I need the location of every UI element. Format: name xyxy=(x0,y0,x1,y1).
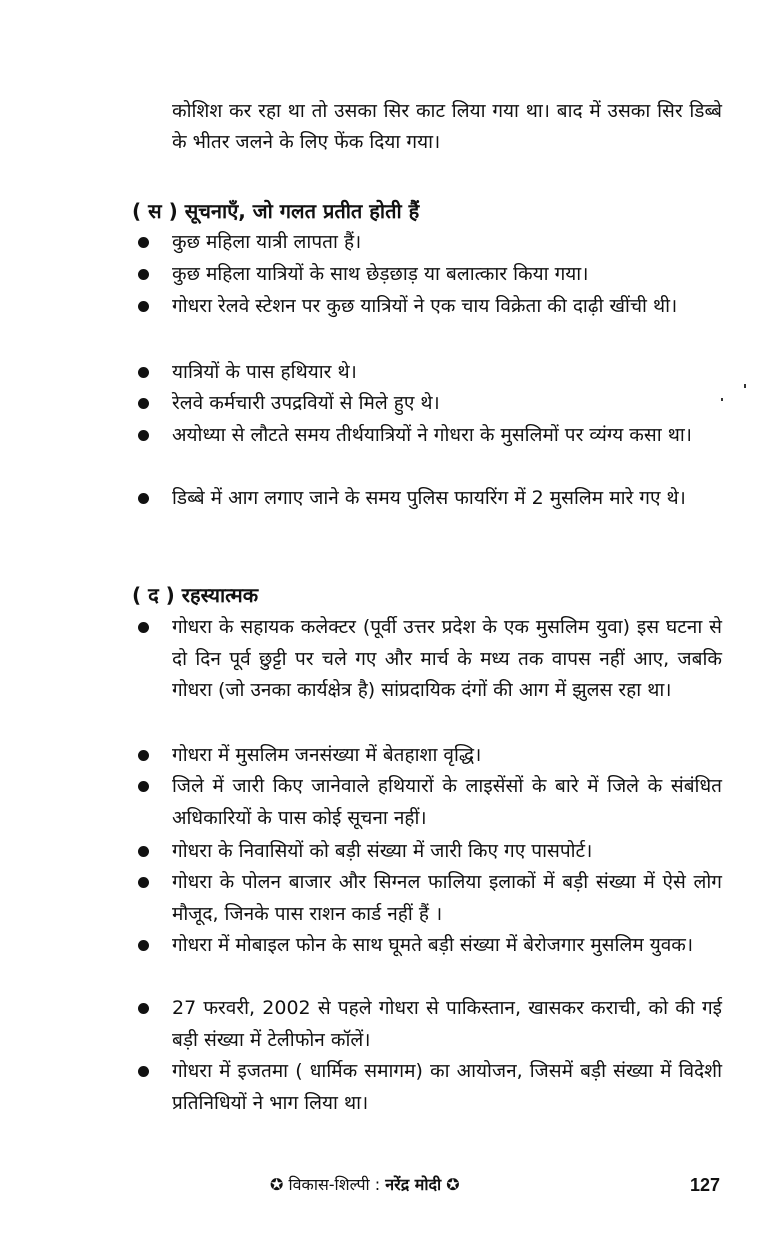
bullet-icon xyxy=(138,367,149,378)
list-item: गोधरा के निवासियों को बड़ी संख्या में जारी किए गए पासपोर्ट। xyxy=(132,836,722,868)
bullet-icon xyxy=(138,781,149,792)
page-footer xyxy=(270,1172,460,1198)
bullet-icon xyxy=(138,877,149,888)
list-item: रेलवे कर्मचारी उपद्रवियों से मिले हुए थे। xyxy=(132,388,722,420)
bullet-icon xyxy=(138,750,149,761)
list-item: गोधरा में इजतमा ( धार्मिक समागम) का आयोजन, जिसमें बड़ी संख्या में विदेशी प्रतिनिधियों ने भाग लिया था। xyxy=(132,1056,722,1119)
list-item: जिले में जारी किए जानेवाले हथियारों के लाइसेंसों के बारे में जिले के संबंधित अधिकारियों के पास कोई सूचना नहीं। xyxy=(132,771,722,834)
list-item: यात्रियों के पास हथियार थे। xyxy=(132,357,722,389)
scan-speck xyxy=(721,398,723,401)
book-title: विकास-शिल्पी : xyxy=(288,1175,381,1194)
bullet-icon xyxy=(138,1066,149,1077)
bullet-icon xyxy=(138,846,149,857)
scan-speck xyxy=(744,384,746,388)
bullet-icon xyxy=(138,1003,149,1014)
ornament-icon: ✪ xyxy=(270,1175,284,1194)
bullet-icon xyxy=(138,398,149,409)
bullet-icon xyxy=(138,622,149,633)
list-item: गोधरा में मुसलिम जनसंख्या में बेतहाशा वृद्धि। xyxy=(132,740,722,772)
list-item: कुछ महिला यात्रियों के साथ छेड़छाड़ या बलात्कार किया गया। xyxy=(132,259,722,291)
author-name: नरेंद्र मोदी xyxy=(385,1175,442,1194)
bullet-icon xyxy=(138,269,149,280)
list-item: अयोध्या से लौटते समय तीर्थयात्रियों ने गोधरा के मुसलिमों पर व्यंग्य कसा था। xyxy=(132,420,722,452)
page-number: 127 xyxy=(689,1175,720,1195)
list-item: गोधरा के पोलन बाजार और सिग्नल फालिया इलाकों में बड़ी संख्या में ऐसे लोग मौजूद, जिनके पास राशन कार्ड नहीं हैं । xyxy=(132,867,722,930)
bullet-icon xyxy=(138,237,149,248)
list-item: गोधरा के सहायक कलेक्टर (पूर्वी उत्तर प्रदेश के एक मुसलिम युवा) इस घटना से दो दिन पूर्व छुट्टी पर चले गए और मार्च के मध्य तक वापस नहीं आए, जबकि गोधरा (जो उनका कार्यक्षेत्र है) सांप्रदायिक दंगों की आग में झुलस रहा था। xyxy=(132,612,722,707)
list-item: कुछ महिला यात्री लापता हैं। xyxy=(132,227,722,259)
list-item: गोधरा में मोबाइल फोन के साथ घूमते बड़ी संख्या में बेरोजगार मुसलिम युवक। xyxy=(132,930,722,962)
bullet-icon xyxy=(138,493,149,504)
section-heading-da: ( द ) रहस्यात्मक xyxy=(132,583,259,607)
bullet-icon xyxy=(138,430,149,441)
list-item: गोधरा रेलवे स्टेशन पर कुछ यात्रियों ने एक चाय विक्रेता की दाढ़ी खींची थी। xyxy=(132,291,722,323)
intro-paragraph: कोशिश कर रहा था तो उसका सिर काट लिया गया था। बाद में उसका सिर डिब्बे के भीतर जलने के लिए फेंक दिया गया। xyxy=(172,100,722,153)
bullet-icon xyxy=(138,301,149,312)
ornament-icon: ✪ xyxy=(446,1175,460,1194)
bullet-icon xyxy=(138,940,149,951)
list-item: 27 फरवरी, 2002 से पहले गोधरा से पाकिस्तान, खासकर कराची, को की गई बड़ी संख्या में टेलीफोन कॉलें। xyxy=(132,993,722,1056)
section-heading-sa: ( स ) सूचनाएँ, जो गलत प्रतीत होती हैं xyxy=(132,199,420,223)
list-item: डिब्बे में आग लगाए जाने के समय पुलिस फायरिंग में 2 मुसलिम मारे गए थे। xyxy=(132,483,722,515)
